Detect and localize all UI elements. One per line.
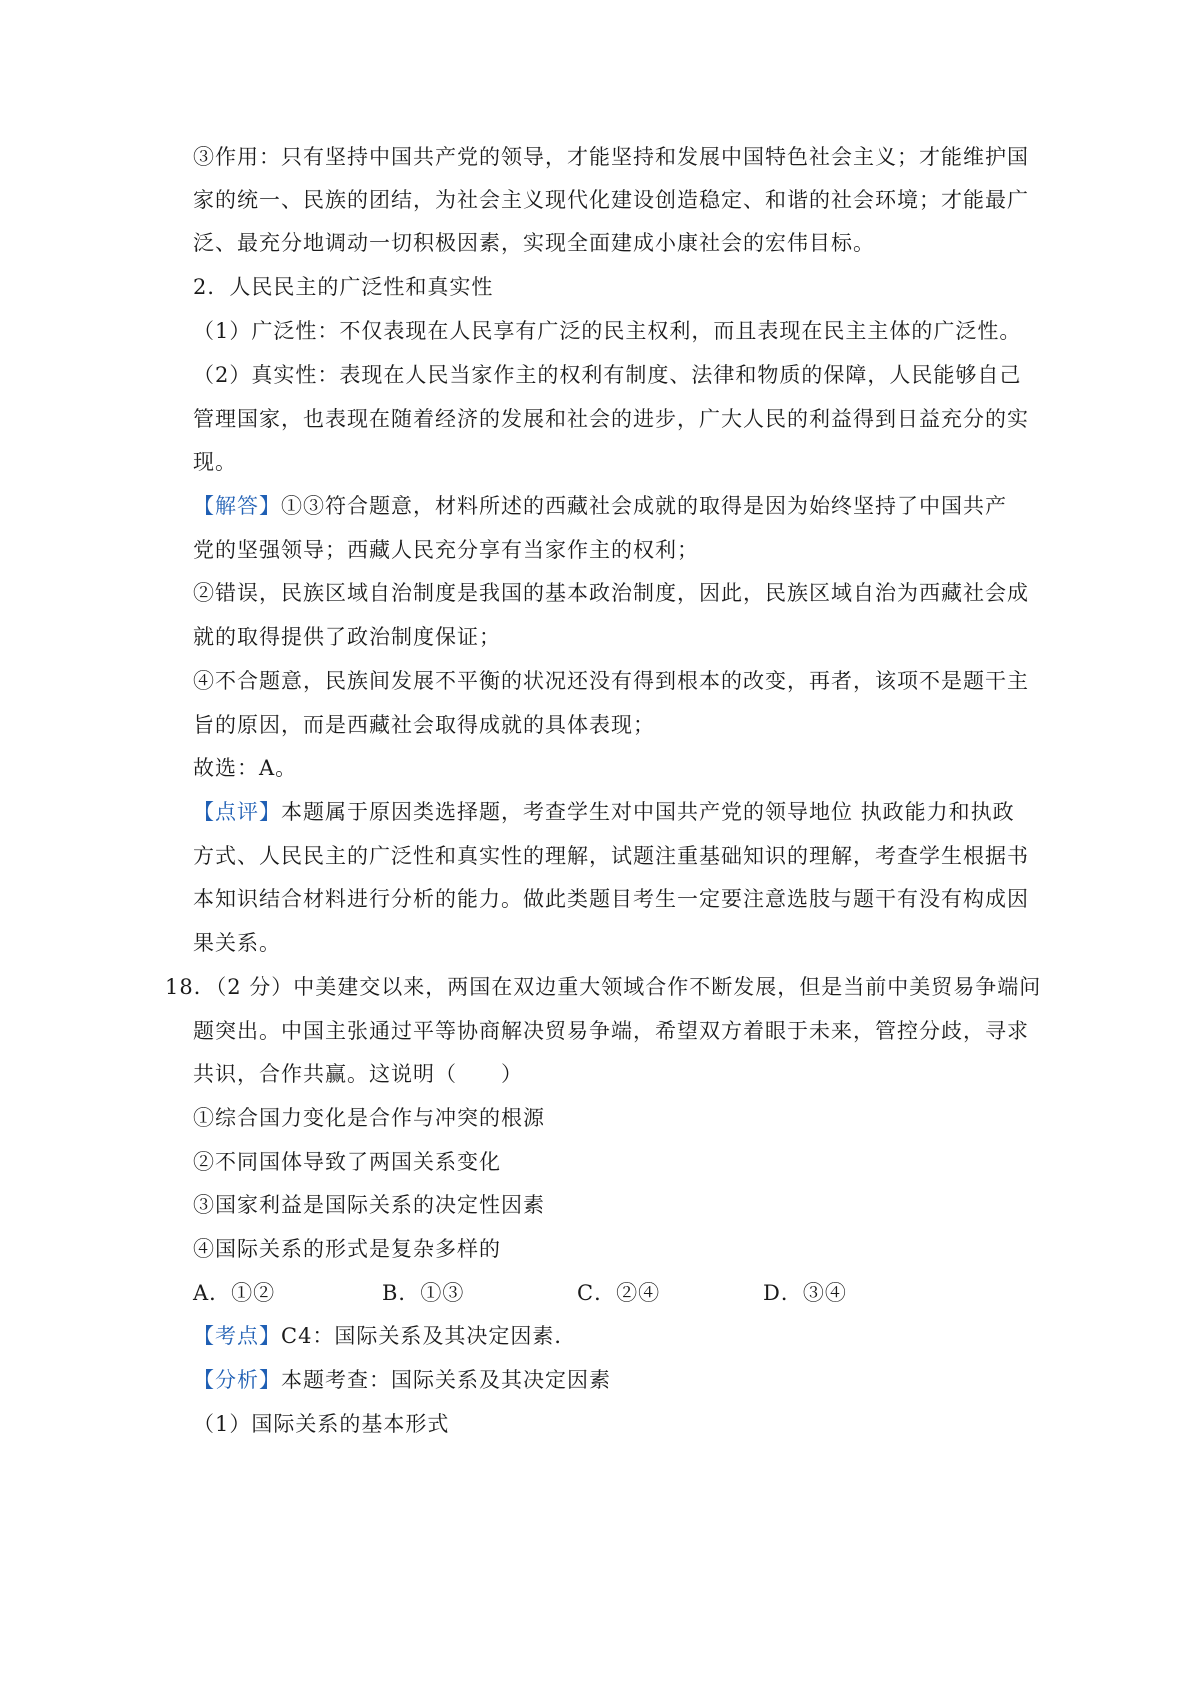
text-line: 本知识结合材料进行分析的能力。做此类题目考生一定要注意选肢与题干有没有构成因 xyxy=(193,887,1029,911)
statement-3: ③国家利益是国际关系的决定性因素 xyxy=(193,1193,545,1217)
fenxi-tag: 【分析】 xyxy=(193,1368,281,1392)
section-heading: 2．人民民主的广泛性和真实性 xyxy=(193,275,494,299)
fenxi-paragraph xyxy=(193,1365,611,1395)
answer-paragraph xyxy=(193,491,1007,521)
comment-tag: 【点评】 xyxy=(193,800,281,824)
kaodian-tag: 【考点】 xyxy=(193,1324,281,1348)
text-line: 就的取得提供了政治制度保证； xyxy=(193,625,501,649)
text-line: ②错误，民族区域自治制度是我国的基本政治制度，因此，民族区域自治为西藏社会成 xyxy=(193,581,1029,605)
option-b[interactable]: B．①③ xyxy=(382,1281,465,1305)
text-line: 泛、最充分地调动一切积极因素，实现全面建成小康社会的宏伟目标。 xyxy=(193,231,875,255)
text-line: 家的统一、民族的团结，为社会主义现代化建设创造稳定、和谐的社会环境；才能最广 xyxy=(193,188,1029,212)
answer-tag: 【解答】 xyxy=(193,494,281,518)
text-span: 本题考查：国际关系及其决定因素 xyxy=(281,1368,611,1392)
statement-4: ④国际关系的形式是复杂多样的 xyxy=(193,1237,501,1261)
option-d[interactable]: D．③④ xyxy=(763,1281,847,1305)
statement-2: ②不同国体导致了两国关系变化 xyxy=(193,1150,501,1174)
text-line: 党的坚强领导；西藏人民充分享有当家作主的权利； xyxy=(193,538,699,562)
text-line: ④不合题意，民族间发展不平衡的状况还没有得到根本的改变，再者，该项不是题干主 xyxy=(193,669,1029,693)
statement-1: ①综合国力变化是合作与冲突的根源 xyxy=(193,1106,545,1130)
text-line: 管理国家，也表现在随着经济的发展和社会的进步，广大人民的利益得到日益充分的实 xyxy=(193,407,1029,431)
text-line: （1）国际关系的基本形式 xyxy=(193,1412,450,1436)
text-line: 共识，合作共赢。这说明（ ） xyxy=(193,1062,523,1086)
comment-paragraph xyxy=(193,797,1015,827)
text-line: 旨的原因，而是西藏社会取得成就的具体表现； xyxy=(193,713,655,737)
text-line: （1）广泛性：不仅表现在人民享有广泛的民主权利，而且表现在民主主体的广泛性。 xyxy=(193,319,1022,343)
text-span: 本题属于原因类选择题，考查学生对中国共产党的领导地位 执政能力和执政 xyxy=(281,800,1015,824)
kaodian-paragraph xyxy=(193,1321,576,1351)
text-line: 题突出。中国主张通过平等协商解决贸易争端，希望双方着眼于未来，管控分歧，寻求 xyxy=(193,1019,1029,1043)
text-line: 现。 xyxy=(193,450,237,474)
text-span: C4：国际关系及其决定因素． xyxy=(281,1324,577,1348)
text-line: 果关系。 xyxy=(193,931,281,955)
text-line: （2）真实性：表现在人民当家作主的权利有制度、法律和物质的保障，人民能够自己 xyxy=(193,363,1022,387)
text-line: 方式、人民民主的广泛性和真实性的理解，试题注重基础知识的理解，考查学生根据书 xyxy=(193,844,1029,868)
text-line: ③作用：只有坚持中国共产党的领导，才能坚持和发展中国特色社会主义；才能维护国 xyxy=(193,145,1029,169)
text-line: 故选：A。 xyxy=(193,756,298,780)
text-span: ①③符合题意，材料所述的西藏社会成就的取得是因为始终坚持了中国共产 xyxy=(281,494,1007,518)
question-18-stem: 18．（2 分）中美建交以来，两国在双边重大领域合作不断发展，但是当前中美贸易争端问 xyxy=(165,975,1042,999)
option-c[interactable]: C．②④ xyxy=(577,1281,661,1305)
option-a[interactable]: A．①② xyxy=(193,1281,276,1305)
